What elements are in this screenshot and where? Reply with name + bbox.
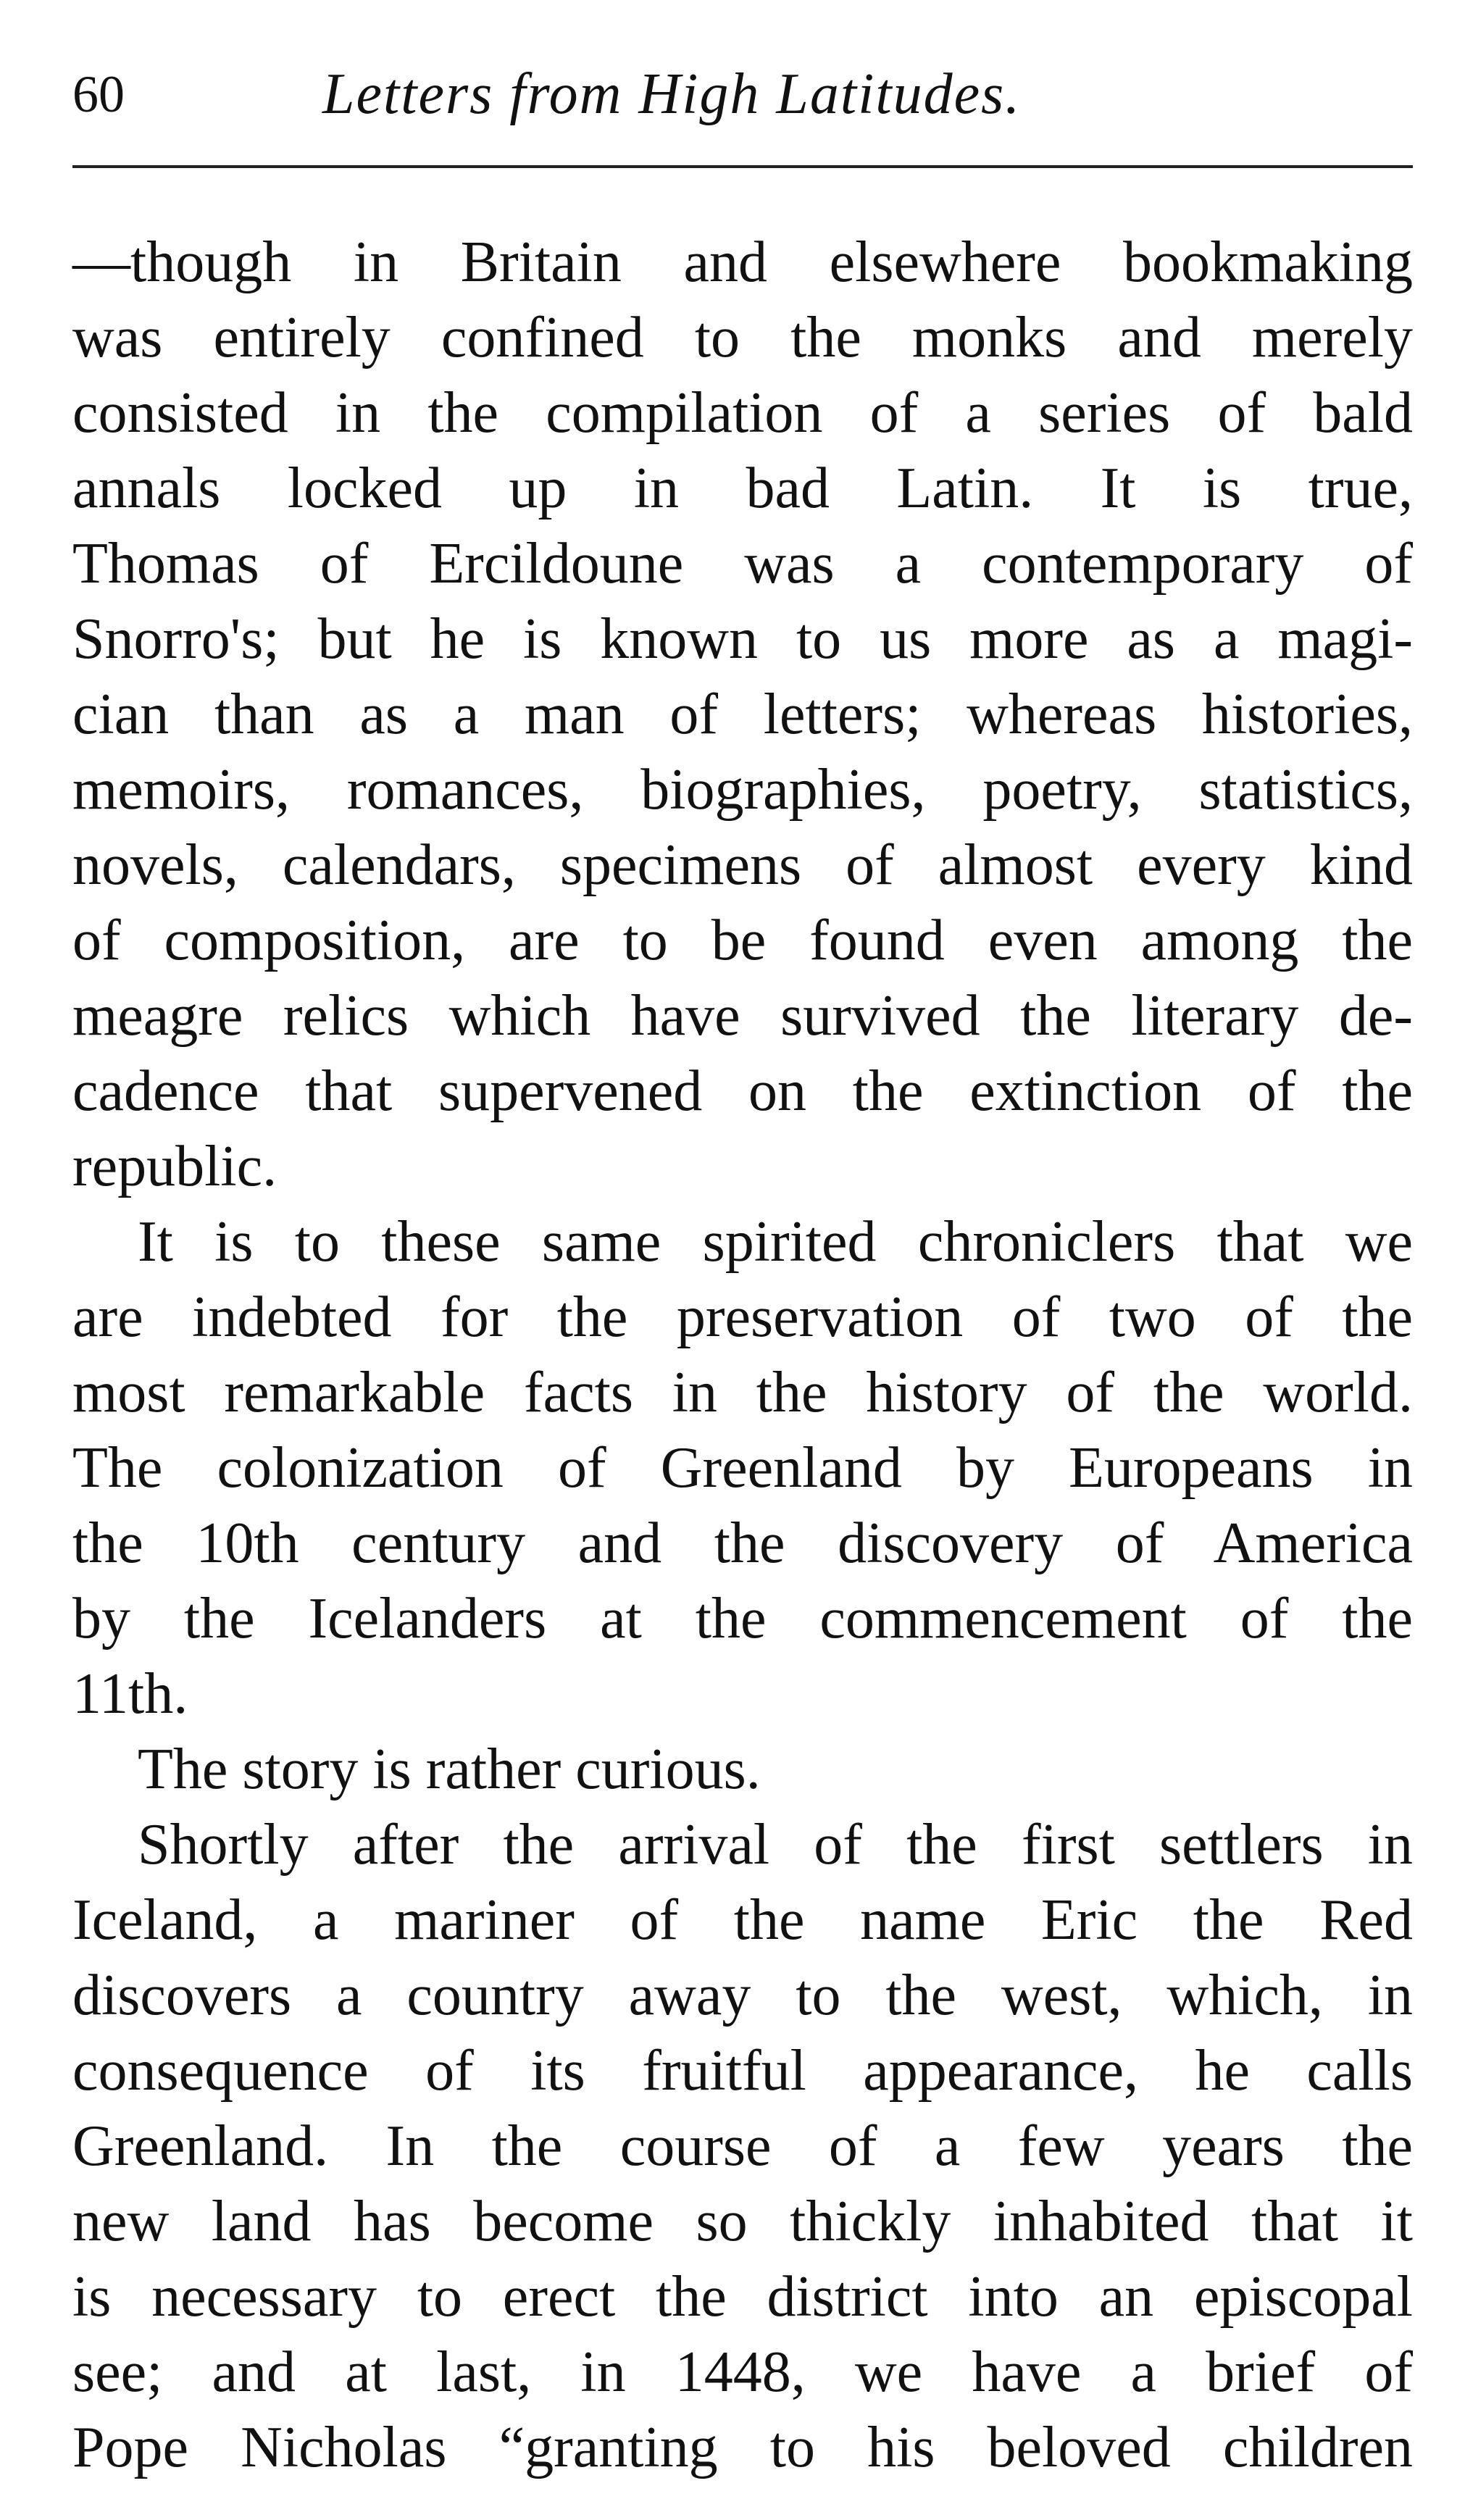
text-line: It is to these same spirited chroniclers that we [138, 1210, 1413, 1274]
text-line: is necessary to erect the district into an episcopal [72, 2265, 1413, 2329]
page-number: 60 [72, 65, 125, 123]
text-line: The colonization of Greenland by Europeans in [72, 1436, 1413, 1500]
text-line: 11th. [72, 1662, 188, 1726]
text-line: by the Icelanders at the commencement of the [72, 1587, 1413, 1651]
book-page [72, 43, 1413, 2479]
running-head [72, 43, 1413, 130]
text-line: most remarkable facts in the history of the world. [72, 1361, 1413, 1424]
text-line: of composition, are to be found even among the [72, 909, 1413, 972]
paragraph [72, 225, 1413, 1204]
text-line: cadence that supervened on the extinction of the [72, 1059, 1413, 1123]
text-line: republic. [72, 1135, 277, 1198]
text-line: The story is rather curious. [138, 1737, 761, 1801]
text-line: memoirs, romances, biographies, poetry, statistics, [72, 758, 1413, 822]
text-line: annals locked up in bad Latin. It is true, [72, 456, 1413, 520]
running-title: Letters from High Latitudes. [322, 62, 1022, 126]
body-text [72, 225, 1413, 2485]
text-line: Greenland. In the course of a few years the [72, 2114, 1413, 2178]
paragraph [72, 1807, 1413, 2485]
text-line: Snorro's; but he is known to us more as a magi- [72, 607, 1413, 671]
header-rule [72, 165, 1413, 168]
text-line: —though in Britain and elsewhere bookmaking [72, 230, 1413, 294]
text-line: consisted in the compilation of a series of bald [72, 381, 1413, 445]
text-line: was entirely confined to the monks and merely [72, 306, 1413, 370]
text-line: Pope Nicholas “granting to his beloved children [72, 2416, 1413, 2479]
text-line: the 10th century and the discovery of America [72, 1511, 1413, 1575]
text-line: Shortly after the arrival of the first settlers in [138, 1813, 1413, 1877]
paragraph [72, 1732, 1413, 1807]
text-line: Thomas of Ercildoune was a contemporary of [72, 532, 1413, 596]
text-line: cian than as a man of letters; whereas histories, [72, 683, 1413, 746]
text-line: see; and at last, in 1448, we have a brief of [72, 2340, 1413, 2404]
text-line: Iceland, a mariner of the name Eric the Red [72, 1888, 1413, 1952]
text-line: consequence of its fruitful appearance, he calls [72, 2039, 1413, 2103]
paragraph [72, 1204, 1413, 1732]
text-line: discovers a country away to the west, which, in [72, 1964, 1413, 2027]
text-line: are indebted for the preservation of two of the [72, 1285, 1413, 1349]
text-line: new land has become so thickly inhabited that it [72, 2190, 1413, 2253]
text-line: meagre relics which have survived the literary de- [72, 984, 1413, 1048]
text-line: novels, calendars, specimens of almost every kind [72, 833, 1413, 897]
